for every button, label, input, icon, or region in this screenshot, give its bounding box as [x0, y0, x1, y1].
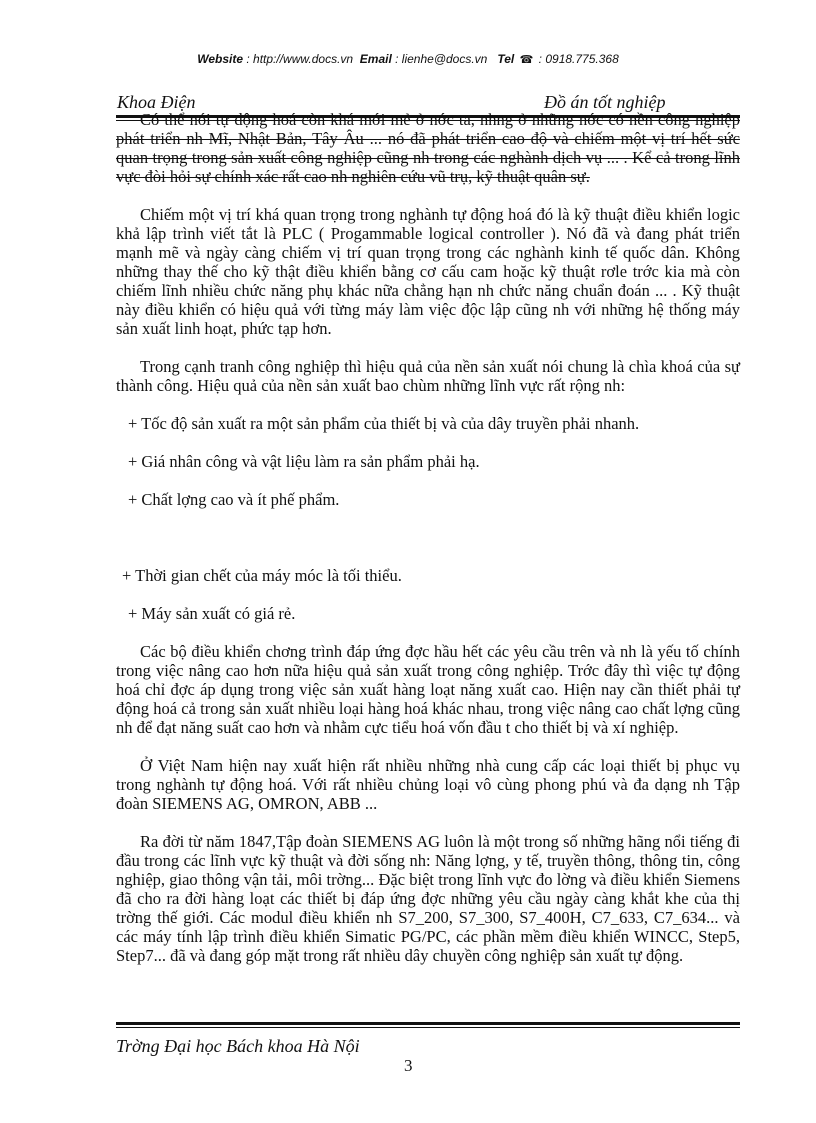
page-body	[116, 110, 740, 965]
paragraph-plc: Chiếm một vị trí khá quan trọng trong nghành tự động hoá đó là kỹ thuật điều khiển logic khả lập trình viết tắt là PLC ( Progammable logical controller ). Nó đã và đang phát triển mạnh mẽ và ngày càng chiếm vị trí quan trọng trong các nghành kinh tế quốc dân. Không những thay thế cho kỹ thật điều khiển bằng cơ cấu cam hoặc kỹ thuật rơle trớc kia mà còn chiếm lĩnh nhiều chức năng phụ khác nữa chẳng hạn nh chức năng chuẩn đoán ... . Kỹ thuật này điều khiển có hiệu quả với từng máy làm việc độc lập cũng nh với những hệ thống máy sản xuất linh hoạt, phức tạp hơn.	[116, 205, 740, 338]
website-label: Website	[197, 52, 244, 66]
paragraph-controllers: Các bộ điều khiển chơng trình đáp ứng đợc hầu hết các yêu cầu trên và nh là yếu tố chính trong việc nâng cao hơn nữa hiệu quả sản xuất trong công nghiệp. Trớc đây thì việc tự động hoá chỉ đợc áp dụng trong việc sản xuất hàng loạt năng xuất cao. Hiện nay cần thiết phải tự động hoá cả trong sản xuất nhiều loại hàng hoá khác nhau, trong việc nâng cao chất lợng cũng nh để đạt năng suất cao hơn và nhằm cực tiểu hoá vốn đầu t cho thiết bị và xí nghiệp.	[116, 642, 740, 737]
paragraph-intro: Có thể nói tự động hoá còn khá mới mẻ ở nớc ta, nhng ở những nớc có nền công nghiệp phát triển nh Mĩ, Nhật Bản, Tây Âu ... nó đã phát triển cao độ và chiếm một vị trí hết sức quan trọng trong sản xuất công nghiệp cũng nh trong các nghành dịch vụ ... . Kể cả trong lĩnh vực đòi hỏi sự chính xác rất cao nh nghiên cứu vũ trụ, kỹ thuật quân sự.	[116, 110, 740, 186]
tel-number: : 0918.775.368	[538, 52, 619, 66]
footer-rule-thick	[116, 1022, 740, 1025]
site-banner	[0, 52, 816, 66]
list-item-cost: + Giá nhân công và vật liệu làm ra sản phẩm phải hạ.	[128, 452, 480, 471]
page-number: 3	[404, 1056, 413, 1075]
list-item-speed: + Tốc độ sản xuất ra một sản phẩm của thiết bị và của dây truyền phải nhanh.	[128, 414, 640, 433]
list-item-downtime: + Thời gian chết của máy móc là tối thiểu.	[122, 566, 402, 585]
footer-school-name: Trờng Đại học Bách khoa Hà Nội	[116, 1036, 360, 1056]
paragraph-efficiency: Trong cạnh tranh công nghiệp thì hiệu quả của nền sản xuất nói chung là chìa khoá của sự thành công. Hiệu quả của nền sản xuất bao chùm những lĩnh vực rất rộng nh:	[116, 357, 740, 395]
email-label: Email	[359, 52, 392, 66]
list-item-quality: + Chất lợng cao và ít phế phẩm.	[128, 490, 340, 509]
list-item-machine-price: + Máy sản xuất có giá rẻ.	[128, 604, 296, 623]
email-address: : lienhe@docs.vn	[395, 52, 488, 66]
header-document-title: Đồ án tốt nghiệp	[544, 92, 666, 112]
paragraph-siemens: Ra đời từ năm 1847,Tập đoàn SIEMENS AG luôn là một trong số những hãng nổi tiếng đi đầu trong các lĩnh vực kỹ thuật và đời sống nh: Năng lợng, y tế, truyền thông, thông tin, công nghiệp, giao thông vận tải, môi trờng... Đặc biệt trong lĩnh vực đo lờng và điều khiển Siemens đã cho ra đời hàng loạt các thiết bị đáp ứng đợc những yêu cầu ngày càng khắt khe của thị trờng thế giới. Các modul điều khiển nh S7_200, S7_300, S7_400H, C7_633, C7_634... và các máy tính lập trình điều khiển Simatic PG/PC, các phần mềm điều khiển WINCC, Step5, Step7... đã và đang góp mặt trong rất nhiều dây chuyền công nghiệp sản xuất tự động.	[116, 832, 740, 965]
header-department: Khoa Điện	[117, 92, 196, 112]
tel-label: Tel	[497, 52, 515, 66]
paragraph-vietnam: Ở Việt Nam hiện nay xuất hiện rất nhiều những nhà cung cấp các loại thiết bị phục vụ trong nghành tự động hoá. Với rất nhiều chủng loại vô cùng phong phú và đa dạng nh Tập đoàn SIEMENS AG, OMRON, ABB ...	[116, 756, 740, 813]
footer-rule-thin	[116, 1027, 740, 1028]
website-url: : http://www.docs.vn	[246, 52, 354, 66]
phone-icon: ☎	[519, 54, 534, 66]
